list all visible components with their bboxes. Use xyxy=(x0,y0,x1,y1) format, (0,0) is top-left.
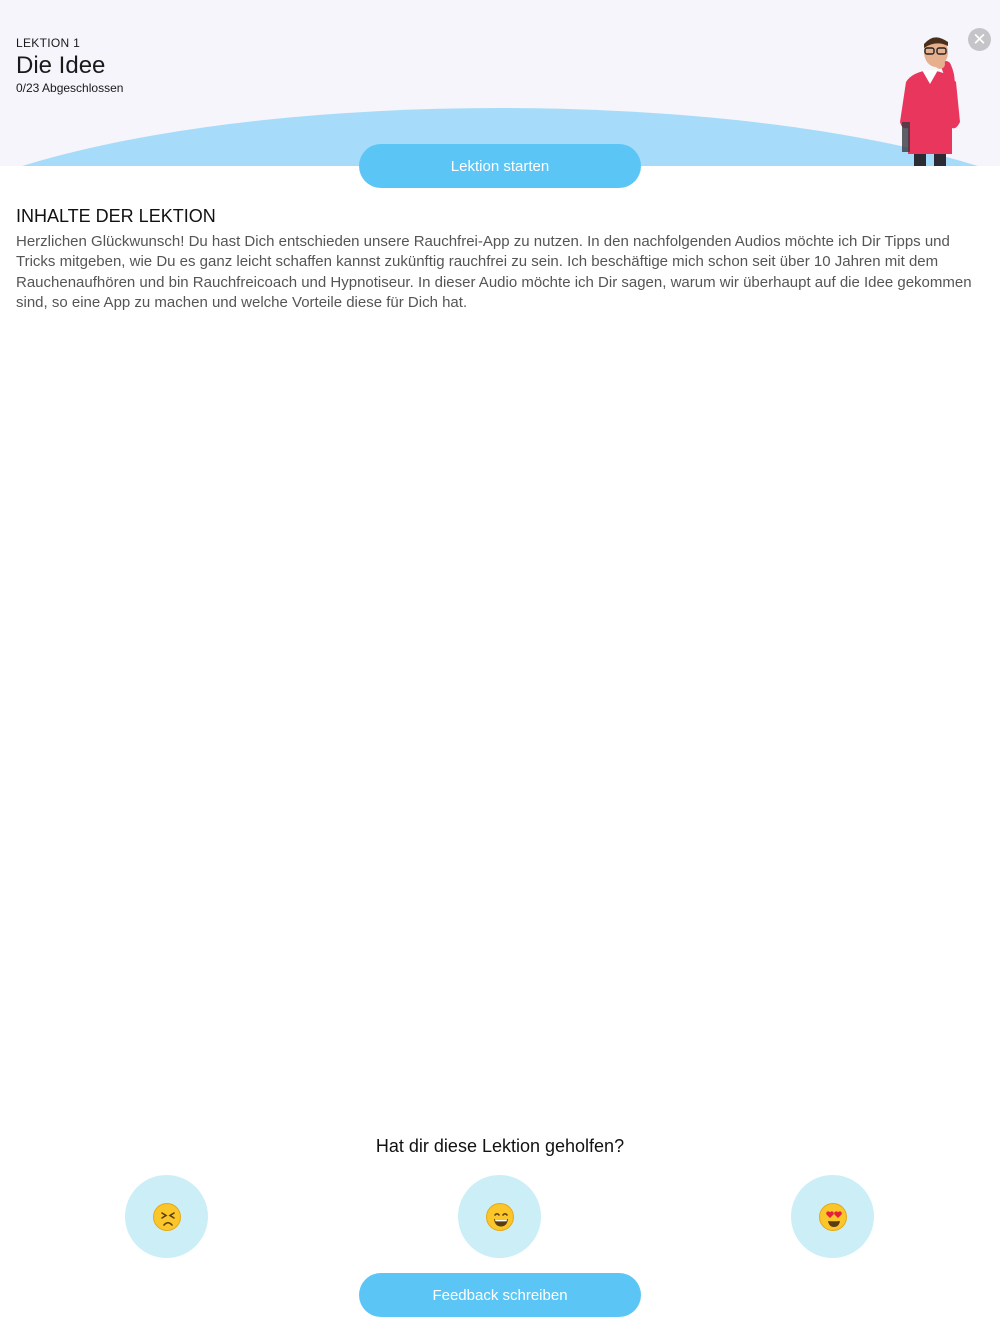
rating-good-button[interactable] xyxy=(458,1175,541,1258)
lesson-progress: 0/23 Abgeschlossen xyxy=(16,81,124,95)
lesson-label: LEKTION 1 xyxy=(16,36,81,50)
heart-eyes-face-icon xyxy=(819,1203,847,1231)
close-button[interactable] xyxy=(968,28,991,51)
rating-bad-button[interactable] xyxy=(125,1175,208,1258)
start-lesson-button[interactable]: Lektion starten xyxy=(359,144,641,188)
coach-image xyxy=(882,30,982,166)
sad-face-icon xyxy=(153,1203,181,1231)
lesson-header xyxy=(0,0,1000,166)
content-description: Herzlichen Glückwunsch! Du hast Dich entschieden unsere Rauchfrei-App zu nutzen. In den nachfolgenden Audios möchte ich Dir Tipps und Tricks mitgeben, wie Du es ganz leicht schaffen kannst zukünftig rauchfrei zu sein. Ich beschäftige mich schon seit über 10 Jahren mit dem Rauchenaufhören und bin Rauchfreicoach und Hypnotiseur. In dieser Audio möchte ich Dir sagen, warum wir überhaupt auf die Idee gekommen sind, so eine App zu machen und welche Vorteile diese für Dich hat. xyxy=(16,233,972,311)
lesson-title: Die Idee xyxy=(16,52,106,79)
write-feedback-button[interactable]: Feedback schreiben xyxy=(359,1273,641,1317)
feedback-question: Hat dir diese Lektion geholfen? xyxy=(375,1136,625,1156)
content-heading: INHALTE DER LEKTION xyxy=(16,206,216,226)
rating-love-button[interactable] xyxy=(791,1175,874,1258)
close-icon: ✕ xyxy=(972,30,987,49)
grinning-face-icon xyxy=(486,1203,514,1231)
